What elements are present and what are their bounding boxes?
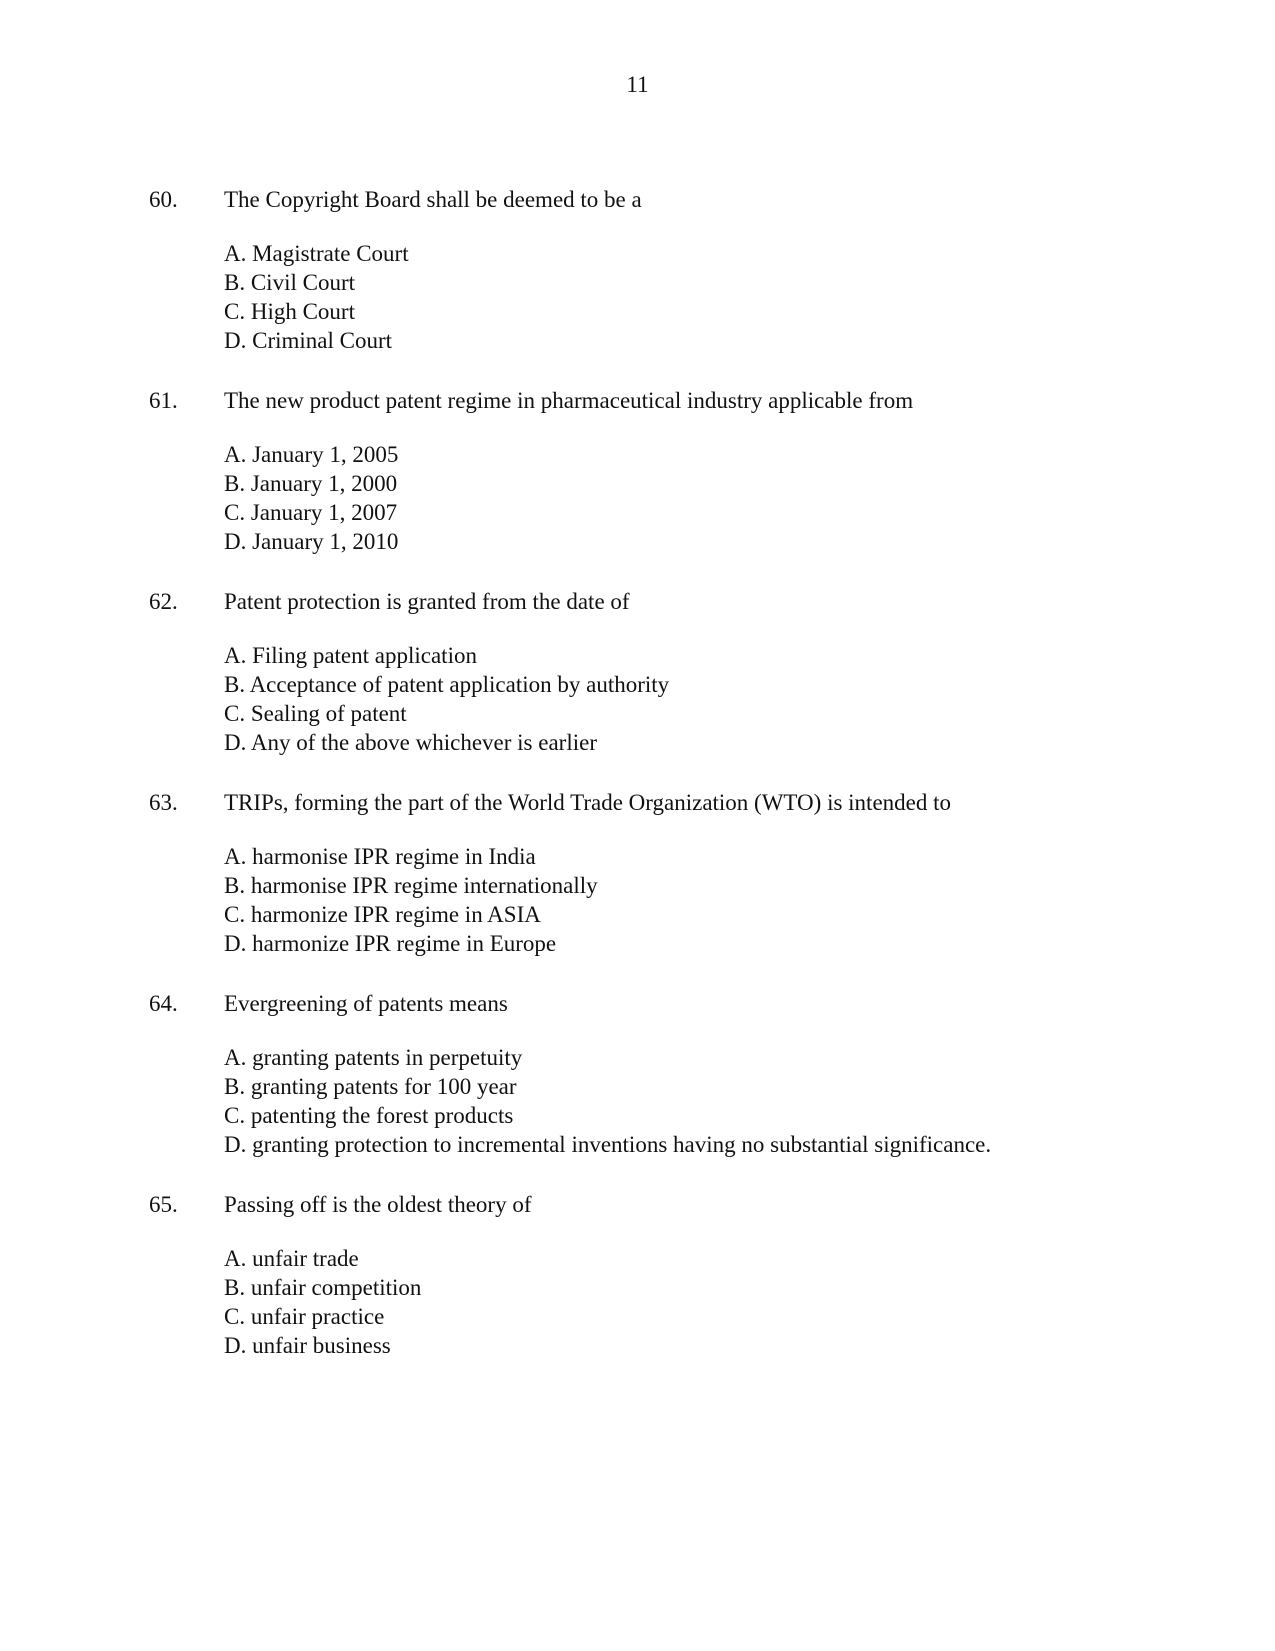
option-c: C. January 1, 2007 <box>224 500 398 525</box>
question-60 <box>149 185 1249 355</box>
option-d: D. January 1, 2010 <box>224 529 399 554</box>
question-number: 61. <box>149 388 178 413</box>
option-d: D. granting protection to incremental inventions having no substantial significance. <box>224 1132 992 1157</box>
option-list <box>224 239 1249 355</box>
question-number: 65. <box>149 1192 178 1217</box>
question-text: Evergreening of patents means <box>224 991 508 1016</box>
option-b: B. January 1, 2000 <box>224 471 398 496</box>
option-b: B. granting patents for 100 year <box>224 1074 517 1099</box>
option-list <box>224 1043 1249 1159</box>
option-d: D. Criminal Court <box>224 328 393 353</box>
option-c: C. High Court <box>224 299 355 324</box>
option-a: A. Filing patent application <box>224 643 477 668</box>
option-list <box>224 1244 1249 1360</box>
question-61 <box>149 386 1249 556</box>
question-63 <box>149 788 1249 958</box>
option-d: D. harmonize IPR regime in Europe <box>224 931 557 956</box>
option-a: A. Magistrate Court <box>224 241 409 266</box>
option-c: C. Sealing of patent <box>224 701 407 726</box>
option-b: B. Acceptance of patent application by authority <box>224 672 670 697</box>
question-text: The Copyright Board shall be deemed to be a <box>224 187 642 212</box>
option-list <box>224 842 1249 958</box>
question-number: 60. <box>149 187 178 212</box>
question-number: 64. <box>149 991 178 1016</box>
option-c: C. harmonize IPR regime in ASIA <box>224 902 541 927</box>
option-b: B. unfair competition <box>224 1275 422 1300</box>
option-c: C. patenting the forest products <box>224 1103 514 1128</box>
option-a: A. January 1, 2005 <box>224 442 399 467</box>
option-d: D. Any of the above whichever is earlier <box>224 730 597 755</box>
question-number: 62. <box>149 589 178 614</box>
question-text: The new product patent regime in pharmaceutical industry applicable from <box>224 388 914 413</box>
option-c: C. unfair practice <box>224 1304 385 1329</box>
option-b: B. harmonise IPR regime internationally <box>224 873 598 898</box>
question-number: 63. <box>149 790 178 815</box>
question-text: Passing off is the oldest theory of <box>224 1192 532 1217</box>
option-a: A. granting patents in perpetuity <box>224 1045 523 1070</box>
page-number: 11 <box>626 72 649 97</box>
question-text: TRIPs, forming the part of the World Trade Organization (WTO) is intended to <box>224 790 952 815</box>
option-b: B. Civil Court <box>224 270 355 295</box>
question-64 <box>149 989 1249 1159</box>
question-62 <box>149 587 1249 757</box>
option-list <box>224 440 1249 556</box>
question-65 <box>149 1190 1249 1360</box>
question-text: Patent protection is granted from the date of <box>224 589 630 614</box>
option-a: A. harmonise IPR regime in India <box>224 844 536 869</box>
option-list <box>224 641 1249 757</box>
option-d: D. unfair business <box>224 1333 391 1358</box>
option-a: A. unfair trade <box>224 1246 359 1271</box>
